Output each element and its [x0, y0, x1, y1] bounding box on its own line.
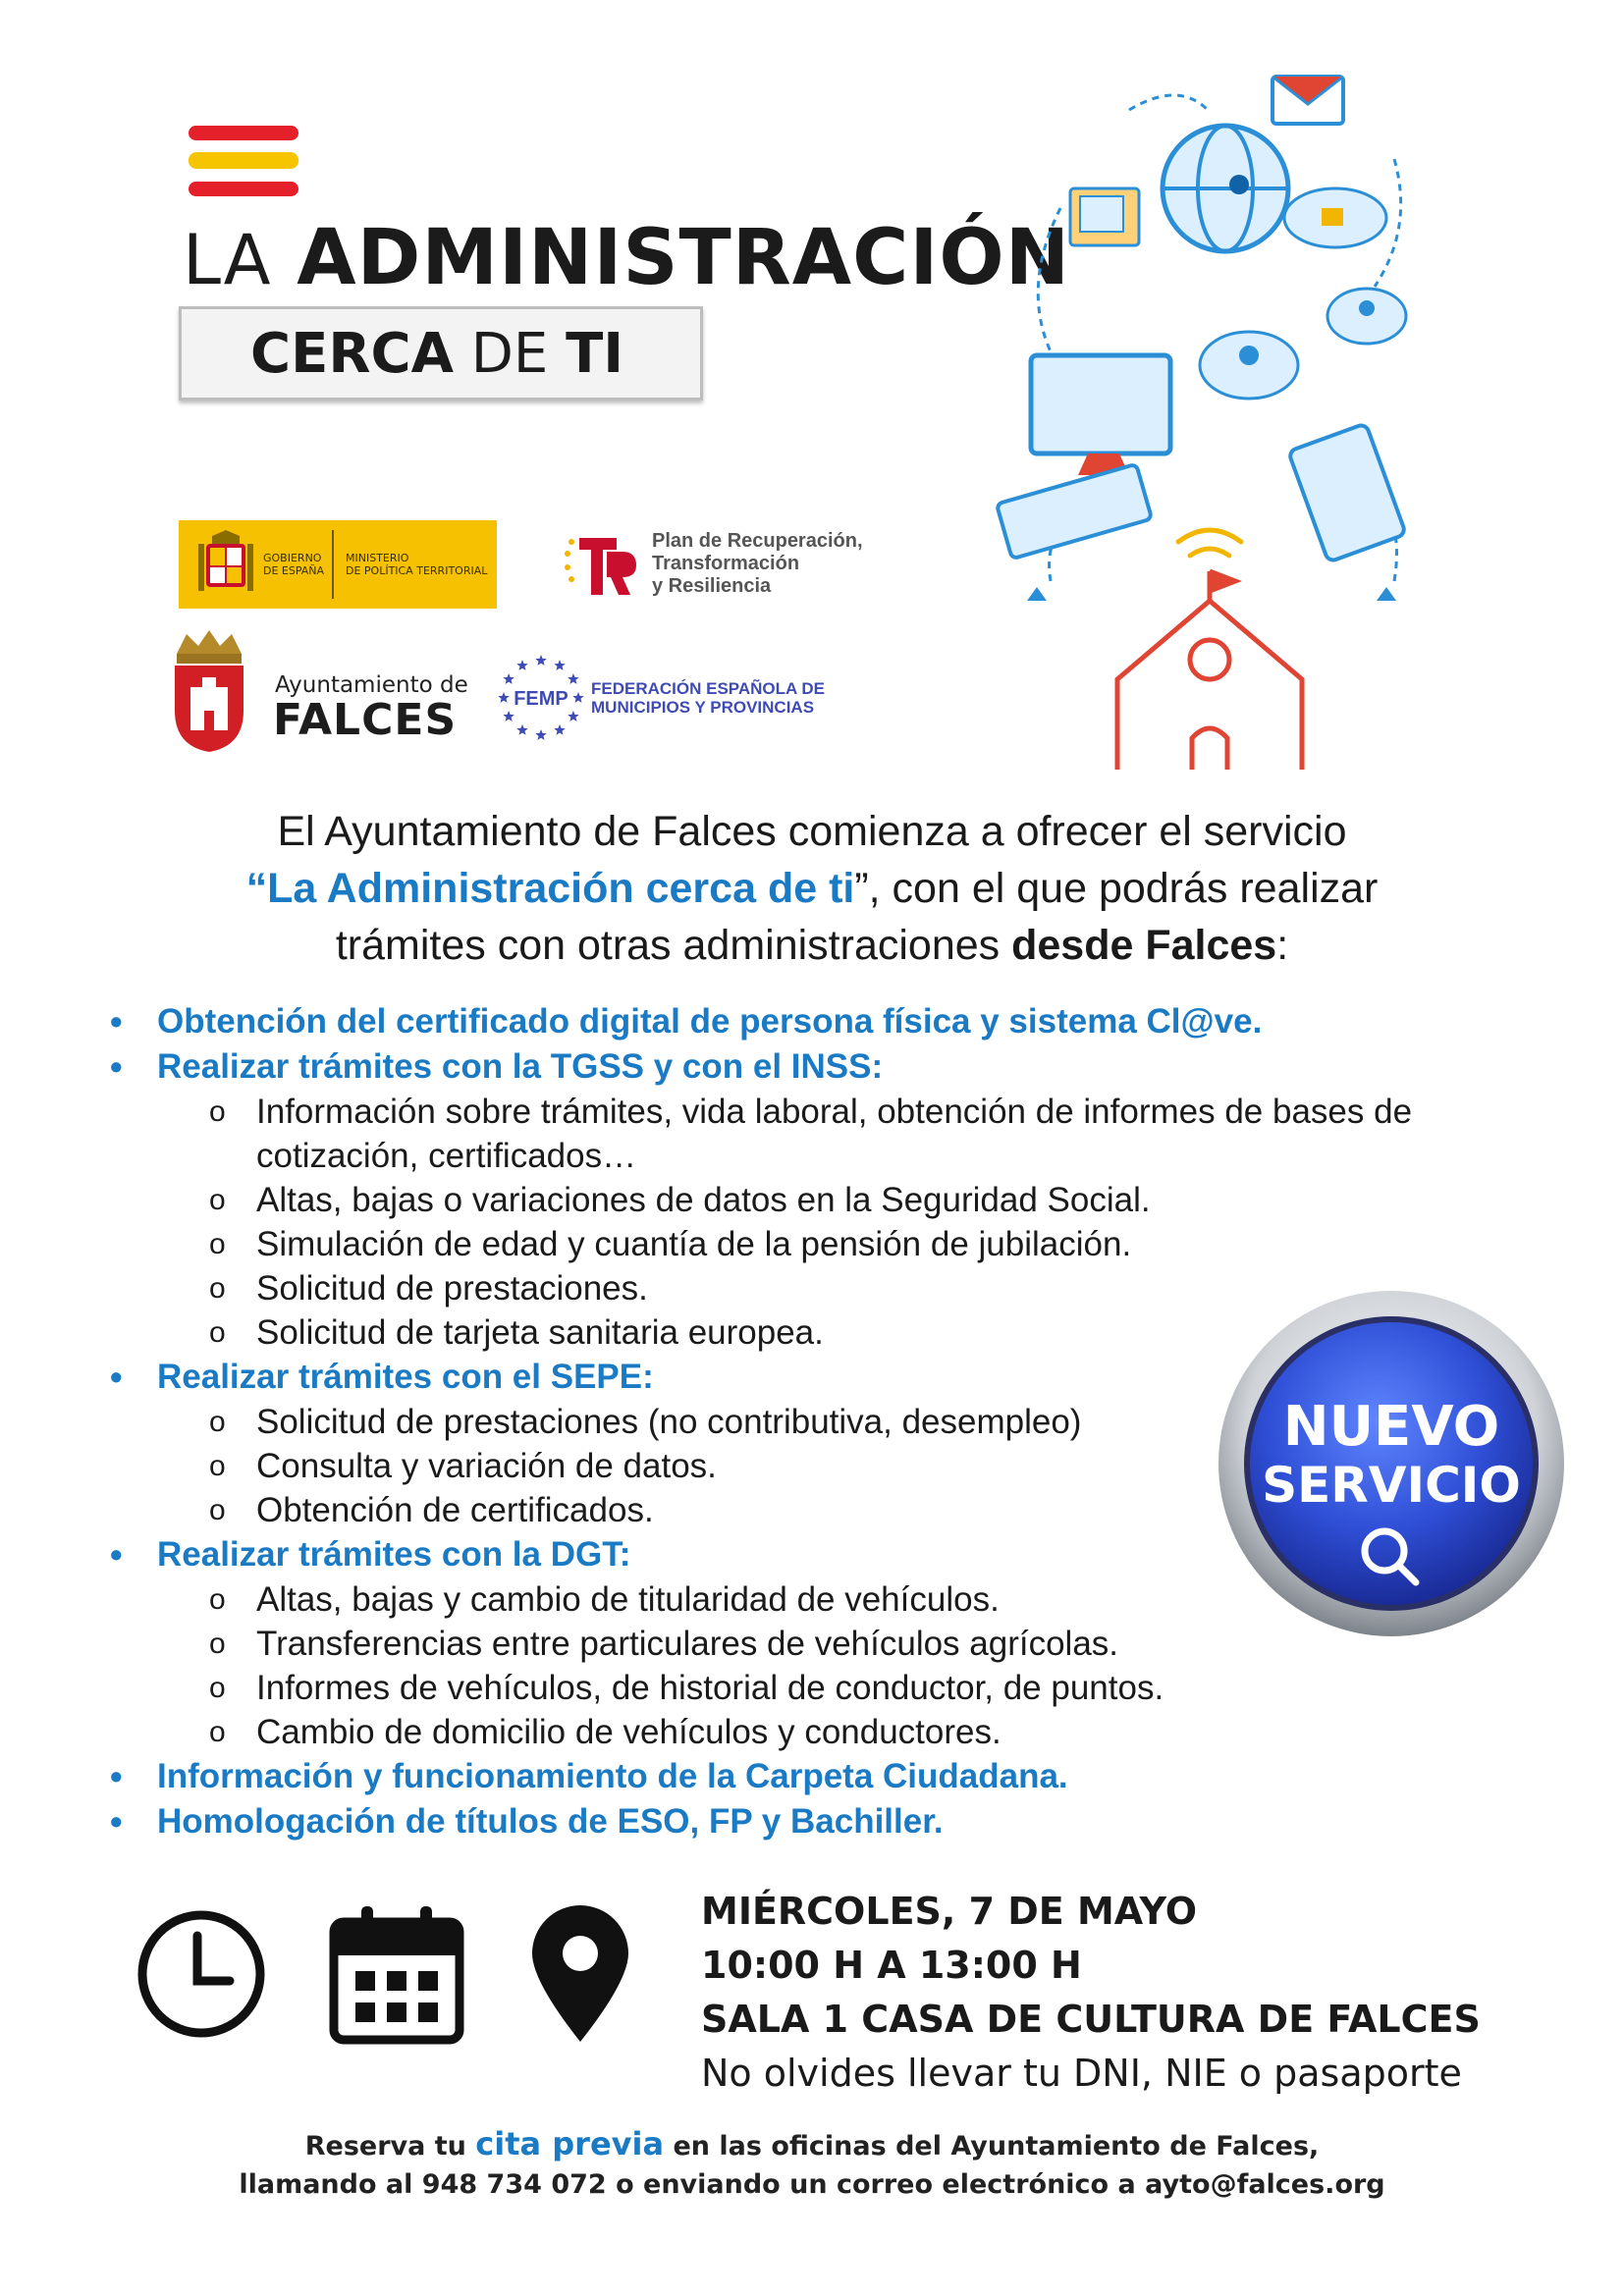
coat-of-arms-icon: [196, 530, 255, 599]
cloud-user-icon: [1200, 289, 1406, 399]
list-marker: o: [209, 1494, 226, 1526]
service-subitem-text: Información sobre trámites, vida laboral, obtención de informes de bases de cotización, certificados…: [256, 1093, 1413, 1175]
prtr-logo-icon: [562, 530, 644, 599]
femp-stars-logo-icon: [495, 652, 587, 744]
list-marker: o: [209, 1184, 226, 1216]
event-date: MIÉRCOLES, 7 DE MAYO: [701, 1890, 1198, 1933]
location-pin-icon: [524, 1900, 636, 2048]
event-time: 10:00 H A 13:00 H: [701, 1944, 1082, 1987]
title-thin: LA: [183, 220, 272, 300]
page-title: [183, 214, 1070, 304]
globe-network-icon: [1163, 126, 1288, 251]
intro-line2-rest: ”, con el que podrás realizar: [854, 865, 1379, 912]
service-subitem-text: Obtención de certificados.: [256, 1491, 654, 1529]
list-marker: o: [209, 1628, 226, 1660]
femp-star-icon: [503, 673, 514, 684]
gobierno-ministerio-logo: [179, 520, 497, 609]
subtitle-box: [179, 306, 703, 400]
list-marker: o: [209, 1672, 226, 1704]
prtr-line3: y Resiliencia: [652, 575, 772, 597]
list-marker: o: [209, 1716, 226, 1748]
event-place: SALA 1 CASA DE CULTURA DE FALCES: [701, 1998, 1481, 2041]
footer-pre: Reserva tu: [304, 2131, 476, 2162]
intro-line1: El Ayuntamiento de Falces comienza a ofrecer el servicio: [277, 808, 1347, 855]
intro-line3-bold: desde Falces: [1011, 922, 1277, 969]
service-item: • Realizar trámites con el SEPE:: [157, 1355, 1624, 1400]
service-subitem-text: Informes de vehículos, de historial de conductor, de puntos.: [256, 1669, 1164, 1707]
footer-line1: [0, 2124, 1624, 2166]
flag-yellow-stripe: [189, 152, 298, 169]
femp-star-icon: [503, 711, 514, 721]
service-name: La Administración cerca de ti: [267, 865, 855, 912]
town-hall-icon: [1117, 571, 1302, 770]
list-marker: o: [209, 1316, 226, 1349]
service-subitem: [209, 1222, 1562, 1266]
service-subitem-text: Consulta y variación de datos.: [256, 1447, 717, 1485]
femp-badge-text: FEMP: [514, 688, 568, 710]
service-item: • Homologación de títulos de ESO, FP y Bachiller.: [157, 1799, 1624, 1844]
femp-star-icon: [516, 660, 527, 670]
footer-line2: llamando al 948 734 072 o enviando un correo electrónico a ayto@falces.org: [239, 2169, 1385, 2200]
service-subitem-text: Transferencias entre particulares de vehículos agrícolas.: [256, 1625, 1119, 1663]
badge-line2: SERVICIO: [1262, 1457, 1521, 1514]
service-item: • Realizar trámites con la DGT:: [157, 1532, 1624, 1577]
tablet-chat-icon: [1288, 423, 1406, 561]
service-subitem-text: Solicitud de prestaciones.: [256, 1269, 648, 1308]
femp-star-icon: [516, 724, 527, 735]
flag-red-stripe: [189, 182, 298, 196]
falces-coat-of-arms-icon: [169, 628, 249, 754]
clock-icon: [135, 1908, 267, 2040]
service-subitem-text: Cambio de domicilio de vehículos y conductores.: [256, 1713, 1001, 1751]
falces-label: FALCES: [273, 695, 458, 745]
list-marker: o: [209, 1228, 226, 1260]
keyboard-icon: [997, 464, 1152, 560]
badge-line1: NUEVO: [1282, 1395, 1500, 1459]
subtitle-word-de: DE: [470, 322, 549, 386]
service-subitem: [209, 1666, 1562, 1710]
service-item: • Obtención del certificado digital de persona física y sistema Cl@ve.: [157, 999, 1624, 1044]
mail-envelope-icon: [1272, 77, 1343, 124]
prtr-text: [652, 530, 863, 598]
service-subitem: [209, 1710, 1562, 1754]
femp-star-icon: [572, 692, 583, 703]
cita-previa: cita previa: [475, 2125, 665, 2163]
femp-star-icon: [535, 655, 546, 666]
service-item: • Información y funcionamiento de la Carpeta Ciudadana.: [157, 1754, 1624, 1799]
service-subitem-text: Altas, bajas y cambio de titularidad de vehículos.: [256, 1580, 1000, 1619]
list-marker: o: [209, 1272, 226, 1305]
monitor-icon: [1031, 355, 1170, 475]
intro-line3-end: :: [1276, 922, 1289, 969]
intro-line2: [98, 860, 1526, 917]
femp-text: [591, 679, 825, 717]
femp-line1: FEDERACIÓN ESPAÑOLA DE: [591, 679, 826, 698]
service-subitem-text: Altas, bajas o variaciones de datos en la Seguridad Social.: [256, 1181, 1151, 1219]
list-marker: o: [209, 1583, 226, 1616]
footer-post: en las oficinas del Ayuntamiento de Falces,: [664, 2131, 1320, 2162]
list-marker: o: [209, 1406, 226, 1438]
service-item: • Realizar trámites con la TGSS y con el INSS:: [157, 1044, 1624, 1090]
flag-red-stripe: [189, 126, 298, 140]
femp-star-icon: [498, 692, 509, 703]
list-marker: o: [209, 1450, 226, 1482]
list-marker: o: [209, 1095, 226, 1128]
cloud-lock-icon: [1284, 188, 1386, 247]
service-subitem: [209, 1090, 1562, 1178]
femp-star-icon: [554, 660, 565, 670]
event-note: No olvides llevar tu DNI, NIE o pasaporte: [701, 2052, 1462, 2095]
intro-line3-start: trámites con otras administraciones: [335, 922, 1012, 969]
digital-services-illustration: [982, 71, 1434, 770]
femp-line2: MUNICIPIOS Y PROVINCIAS: [591, 698, 815, 717]
femp-star-icon: [535, 729, 546, 740]
ayuntamiento-label: Ayuntamiento de: [275, 672, 468, 698]
gobierno-line1: GOBIERNO: [263, 552, 322, 564]
service-subitem: [209, 1178, 1562, 1222]
femp-star-icon: [568, 673, 578, 684]
prtr-line2: Transformación: [652, 553, 800, 574]
subtitle-word-cerca: CERCA: [250, 322, 454, 386]
logo-divider: [332, 530, 334, 599]
service-subitem-text: Simulación de edad y cuantía de la pensión de jubilación.: [256, 1225, 1132, 1263]
nuevo-servicio-badge: [1216, 1288, 1567, 1639]
ministerio-line2: DE POLÍTICA TERRITORIAL: [346, 564, 488, 577]
folder-envelope-icon: [1070, 188, 1139, 245]
intro-paragraph: [98, 803, 1526, 974]
title-bold: ADMINISTRACIÓN: [297, 214, 1071, 302]
gobierno-line2: DE ESPAÑA: [263, 564, 325, 577]
ministerio-line1: MINISTERIO: [346, 552, 409, 564]
femp-star-icon: [554, 724, 565, 735]
wifi-icon: [1178, 530, 1241, 556]
femp-star-icon: [568, 711, 578, 721]
service-subitem-text: Solicitud de tarjeta sanitaria europea.: [256, 1313, 824, 1352]
intro-line3: [98, 917, 1526, 974]
service-subitem-text: Solicitud de prestaciones (no contributiva, desempleo): [256, 1403, 1082, 1441]
subtitle-word-ti: TI: [566, 322, 624, 386]
prtr-line1: Plan de Recuperación,: [652, 530, 863, 552]
quote-open: “: [245, 865, 268, 912]
calendar-icon: [328, 1900, 465, 2046]
